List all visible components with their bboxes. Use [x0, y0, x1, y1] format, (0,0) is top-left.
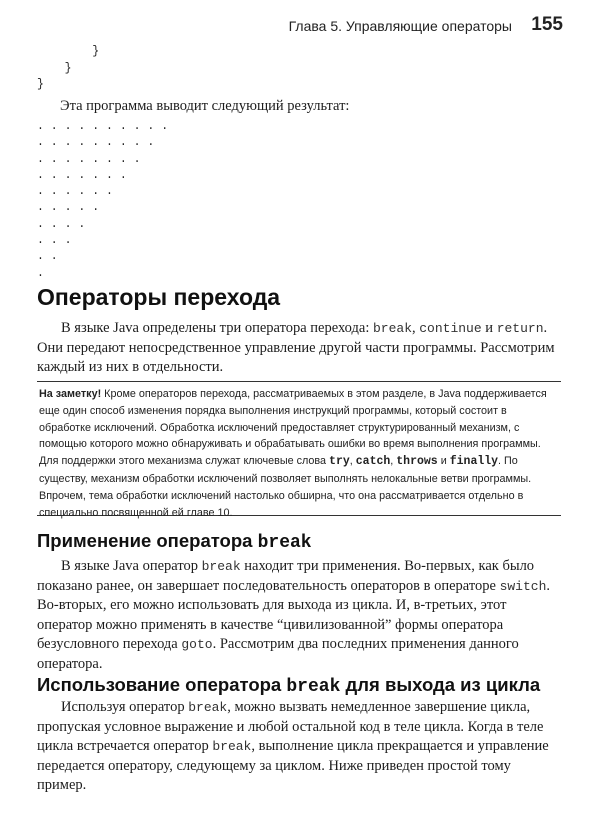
subsection-heading-break: Применение оператора break	[37, 530, 312, 553]
output-line: . . . . . . . . . .	[37, 120, 169, 133]
note-label: На заметку!	[39, 388, 102, 400]
note-text: На заметку! Кроме операторов перехода, рассматриваемых в этом разделе, в Java поддерживается еще один способ изменения порядка выполнения инструкций программы, который состоит в обработке исключений. Обработка исключений предоставляет структурированный механизм, с помощью которого можно обнаруживать и обрабатывать ошибки во время выполнения программы. Для поддержки этого механизма служат ключевые слова try, catch, throws и finally. По существу, механизм обработки исключений позволяет выполнять нелокальные ветви программы. Впрочем, тема обработки исключений настолько обширна, что она рассматривается отдельно в специально посвященной ей главе 10.	[39, 388, 547, 519]
keyword-throws: throws	[396, 455, 438, 469]
program-output	[37, 119, 168, 282]
output-line: . .	[37, 250, 58, 264]
subsection-heading-loop-exit: Использование оператора break для выхода из цикла	[37, 674, 541, 697]
output-line: . . . .	[37, 217, 86, 231]
note-box	[37, 381, 561, 519]
break-paragraph: В языке Java оператор break находит три применения. Во-первых, как было показано ранее, он завершает последовательность операторов в операторе switch. Во-вторых, его можно использовать для выхода из цикла. И, в-третьих, этот оператор можно применять в качестве “цивилизованной” формы оператора безусловного перехода goto. Рассмотрим два последних применения данного оператора.	[37, 558, 551, 672]
output-line: .	[37, 266, 44, 280]
output-line: . . . . . . .	[37, 168, 127, 182]
keyword-finally: finally	[449, 455, 499, 469]
code-closing-braces: } } }	[37, 45, 100, 91]
page-number: 155	[531, 14, 563, 35]
keyword-return: return	[496, 321, 544, 336]
output-line: . . .	[37, 234, 72, 248]
output-line: . . . . . .	[37, 185, 113, 199]
output-line: . . . . . . . .	[37, 152, 141, 166]
keyword-try: try	[329, 455, 350, 469]
loop-exit-paragraph: Используя оператор break, можно вызвать немедленное завершение цикла, пропуская условное выражение и любой остальной код в теле цикла. Когда в теле цикла встречается оператор break, выполнение цикла прекращается и управление передается оператору, следующему за циклом. Ниже приведен простой тому пример.	[37, 699, 549, 793]
keyword-break: break	[372, 321, 412, 336]
keyword-catch: catch	[355, 455, 391, 469]
section-heading: Операторы перехода	[37, 284, 281, 310]
page-header	[0, 16, 600, 40]
output-line: . . . . . . . . .	[37, 136, 155, 150]
keyword-continue: continue	[419, 321, 482, 336]
chapter-title: Глава 5. Управляющие операторы	[288, 18, 512, 34]
section-paragraph: В языке Java определены три оператора перехода: break, continue и return. Они передают непосредственное управление другой части программы. Рассмотрим каждый из них в отдельности.	[37, 320, 555, 375]
output-intro: Эта программа выводит следующий результат:	[60, 98, 350, 114]
output-line: . . . . .	[37, 201, 100, 215]
